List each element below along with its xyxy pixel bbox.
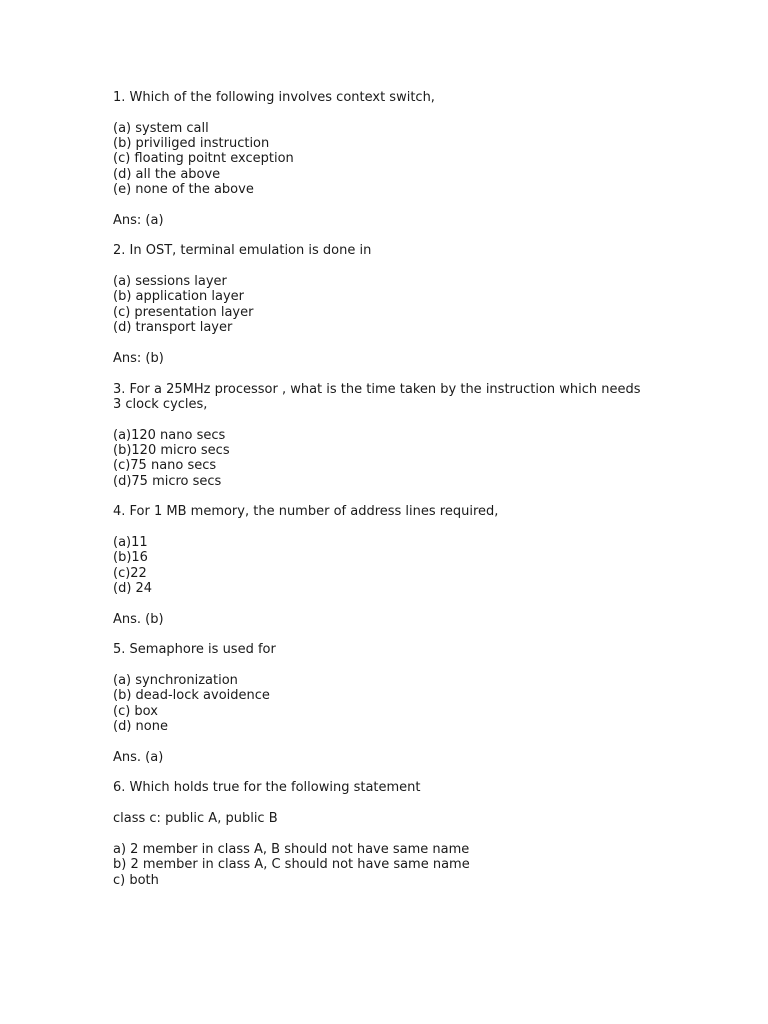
question-block-6 <box>113 780 673 887</box>
option-a: a) 2 member in class A, B should not have same name <box>113 841 470 857</box>
code-statement: class c: public A, public B <box>113 811 278 827</box>
option-a: (a) sessions layer <box>113 274 227 290</box>
option-d: (d) transport layer <box>113 320 233 336</box>
option-c: (c)75 nano secs <box>113 458 217 474</box>
question-text-line-2: 3 clock cycles, <box>113 396 208 412</box>
option-d: (d) 24 <box>113 581 153 596</box>
option-a: (a) system call <box>113 120 209 136</box>
answer-text: Ans: (b) <box>113 350 164 366</box>
question-text: 4. For 1 MB memory, the number of address lines required, <box>113 504 499 520</box>
option-e: (e) none of the above <box>113 182 254 198</box>
option-d: (d)75 micro secs <box>113 473 222 489</box>
option-b: b) 2 member in class A, C should not have same name <box>113 857 470 873</box>
question-text: 5. Semaphore is used for <box>113 642 276 658</box>
option-b: (b) application layer <box>113 289 244 305</box>
option-b: (b)120 micro secs <box>113 442 230 458</box>
question-block-5 <box>113 642 673 780</box>
question-block-3 <box>113 382 673 505</box>
option-a: (a)11 <box>113 534 148 550</box>
answer-text: Ans: (a) <box>113 212 164 228</box>
option-b: (b) dead-lock avoidence <box>113 688 270 704</box>
question-text-line-1: 3. For a 25MHz processor , what is the time taken by the instruction which needs <box>113 381 641 397</box>
option-d: (d) all the above <box>113 166 221 182</box>
option-c: (c) presentation layer <box>113 304 254 320</box>
option-b: (b)16 <box>113 550 148 566</box>
option-a: (a) synchronization <box>113 673 238 689</box>
option-c: (c)22 <box>113 565 147 581</box>
question-text: 2. In OST, terminal emulation is done in <box>113 243 372 259</box>
option-c: c) both <box>113 872 159 888</box>
answer-text: Ans. (b) <box>113 611 164 627</box>
option-b: (b) priviliged instruction <box>113 136 270 152</box>
option-d: (d) none <box>113 719 168 735</box>
option-c: (c) box <box>113 703 158 719</box>
question-block-4 <box>113 504 673 642</box>
question-text: 6. Which holds true for the following statement <box>113 780 421 796</box>
option-a: (a)120 nano secs <box>113 427 226 443</box>
answer-text: Ans. (a) <box>113 749 164 765</box>
question-block-1 <box>113 90 673 243</box>
option-c: (c) floating poitnt exception <box>113 151 294 167</box>
question-text: 1. Which of the following involves context switch, <box>113 90 435 105</box>
question-block-2 <box>113 243 673 381</box>
document-page <box>113 90 673 888</box>
